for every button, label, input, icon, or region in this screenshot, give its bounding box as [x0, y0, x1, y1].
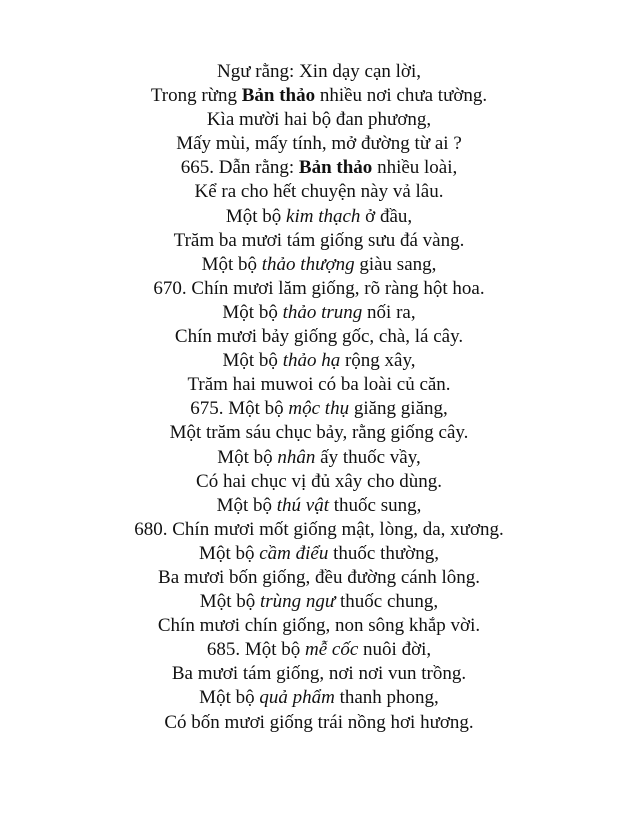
poem-line — [0, 301, 638, 325]
poem-line — [0, 132, 638, 156]
poem-line — [0, 373, 638, 397]
line-text: Chín mươi chín giống, non sông khắp vời. — [157, 615, 481, 637]
line-text: 665. Dẫn rằng: — [180, 157, 299, 179]
line-text: rộng xây, — [340, 350, 416, 372]
line-text: thuốc chung, — [335, 591, 439, 613]
poem-line — [0, 108, 638, 132]
line-text: Một bộ — [201, 253, 262, 275]
line-text: thanh phong, — [334, 687, 439, 709]
italic-term: thảo hạ — [282, 350, 341, 372]
line-text: nối ra, — [362, 301, 416, 323]
line-text: Một trăm sáu chục bảy, rằng giống cây. — [169, 422, 469, 444]
poem-line — [0, 638, 638, 662]
italic-term: mễ cốc — [305, 639, 359, 661]
poem-line — [0, 542, 638, 566]
line-text: thuốc thường, — [328, 542, 439, 564]
bold-term: Bản thảo — [241, 85, 316, 107]
poem-line — [0, 686, 638, 710]
italic-term: thú vật — [276, 494, 330, 516]
line-text: Ngư rằng: Xin dạy cạn lời, — [217, 61, 421, 82]
line-text: Kìa mười hai bộ đan phương, — [206, 109, 432, 131]
line-text: Chín mươi bảy giống gốc, chà, lá cây. — [174, 326, 464, 348]
italic-term: trùng ngư — [259, 591, 336, 613]
poem-line — [0, 566, 638, 590]
line-text: Một bộ — [199, 591, 260, 613]
italic-term: thảo trung — [282, 301, 363, 323]
poem-line — [0, 229, 638, 253]
poem-line — [0, 156, 638, 180]
line-text: giăng giăng, — [349, 398, 448, 420]
line-text: Trăm hai muwoi có ba loài củ căn. — [187, 374, 451, 396]
line-text: nuôi đời, — [358, 639, 432, 661]
line-text: ở đầu, — [360, 205, 413, 227]
line-text: 675. Một bộ — [190, 398, 289, 420]
poem-line — [0, 84, 638, 108]
line-text: thuốc sung, — [329, 494, 422, 516]
line-text: 670. Chín mươi lăm giống, rõ ràng hột hoa. — [153, 277, 485, 299]
line-text: Một bộ — [222, 301, 283, 323]
poem-body — [0, 60, 638, 735]
poem-line — [0, 421, 638, 445]
italic-term: kim thạch — [286, 205, 361, 227]
line-text: Mấy mùi, mấy tính, mở đường từ ai ? — [176, 133, 462, 155]
line-text: Một bộ — [199, 542, 260, 564]
line-text: 685. Một bộ — [206, 639, 306, 661]
italic-term: thảo thượng — [261, 253, 355, 275]
poem-line — [0, 253, 638, 277]
poem-line — [0, 662, 638, 686]
poem-line — [0, 205, 638, 229]
line-text: Một bộ — [199, 687, 260, 709]
line-text: Trong rừng — [150, 85, 242, 107]
line-text: Trăm ba mươi tám giống sưu đá vàng. — [173, 229, 465, 251]
poem-line — [0, 325, 638, 349]
line-text: nhiều nơi chưa tường. — [315, 85, 488, 107]
bold-term: Bản thảo — [298, 157, 373, 179]
line-text: Một bộ — [217, 446, 278, 468]
poem-line — [0, 397, 638, 421]
line-text: Ba mươi tám giống, nơi nơi vun trồng. — [171, 663, 467, 685]
line-text: Một bộ — [225, 205, 287, 227]
poem-line — [0, 590, 638, 614]
line-text: Một bộ — [216, 494, 277, 516]
poem-line — [0, 518, 638, 542]
poem-line — [0, 277, 638, 301]
line-text: Có hai chục vị đủ xây cho dùng. — [196, 470, 442, 492]
line-text: ấy thuốc vầy, — [315, 446, 421, 468]
line-text: giàu sang, — [354, 253, 437, 275]
italic-term: mộc thụ — [288, 398, 350, 420]
line-text: nhiều loài, — [372, 157, 458, 179]
poem-line — [0, 711, 638, 735]
poem-line — [0, 349, 638, 373]
poem-line — [0, 180, 638, 204]
line-text: Một bộ — [222, 350, 283, 372]
italic-term: cầm điểu — [259, 542, 329, 564]
line-text: Kể ra cho hết chuyện này vả lâu. — [194, 181, 444, 203]
poem-line — [0, 60, 638, 84]
line-text: Có bốn mươi giống trái nồng hơi hương. — [164, 711, 474, 733]
poem-line — [0, 494, 638, 518]
line-text: Ba mươi bốn giống, đều đường cánh lông. — [158, 566, 480, 588]
italic-term: quả phẩm — [259, 687, 335, 709]
italic-term: nhân — [277, 446, 316, 468]
line-text: 680. Chín mươi mốt giống mật, lòng, da, xương. — [134, 518, 504, 540]
poem-line — [0, 470, 638, 494]
poem-line — [0, 446, 638, 470]
poem-line — [0, 614, 638, 638]
